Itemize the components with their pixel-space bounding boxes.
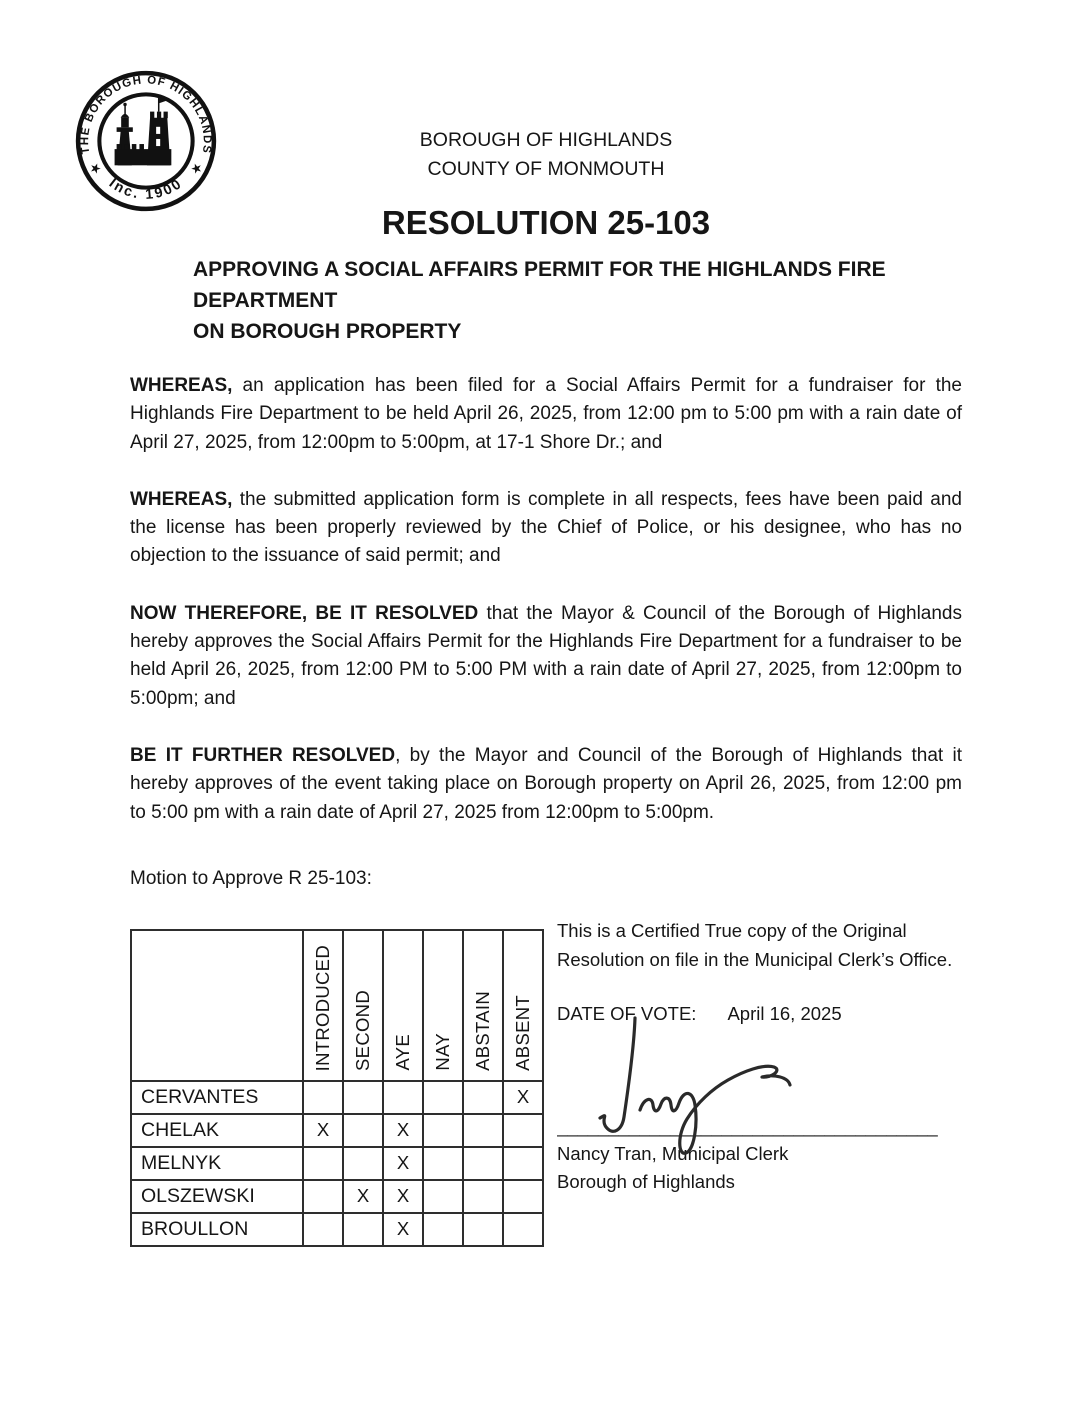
vote-table bbox=[130, 929, 544, 1247]
member-name: BROULLON bbox=[131, 1213, 303, 1246]
vote-table-header-row bbox=[131, 930, 543, 1081]
vote-mark bbox=[343, 1147, 383, 1180]
date-of-vote-line bbox=[557, 999, 959, 1028]
vote-mark: X bbox=[383, 1180, 423, 1213]
paragraph-lead: WHEREAS, bbox=[130, 375, 233, 396]
seal-star-left-icon: ★ bbox=[85, 159, 105, 178]
paragraph-text: an application has been filed for a Social Affairs Permit for a fundraiser for the Highlands Fire Department to be held April 26, 2025, from 12:00 pm to 5:00 pm with a rain date of April 27, 2025, from 12:00pm to 5:00pm, at 17-1 Shore Dr.; and bbox=[130, 375, 962, 453]
vote-mark bbox=[423, 1147, 463, 1180]
twin-lights-icon bbox=[115, 97, 172, 165]
vote-mark: X bbox=[303, 1114, 343, 1147]
vote-mark: X bbox=[343, 1180, 383, 1213]
vote-mark bbox=[303, 1213, 343, 1246]
vote-mark bbox=[343, 1114, 383, 1147]
paragraph-text: the submitted application form is complete in all respects, fees have been paid and the license has been properly reviewed by the Chief of Police, or his designee, who has no objection to the issuance of said permit; and bbox=[130, 488, 962, 567]
date-of-vote-label: DATE OF VOTE: bbox=[557, 1002, 697, 1024]
member-name: CHELAK bbox=[131, 1114, 303, 1147]
paragraph-lead: NOW THEREFORE, BE IT RESOLVED bbox=[130, 602, 479, 624]
motion-label: Motion to Approve R 25-103: bbox=[130, 867, 372, 889]
resolution-subtitle bbox=[193, 254, 962, 347]
vote-mark: X bbox=[383, 1147, 423, 1180]
vote-mark bbox=[503, 1147, 543, 1180]
resolution-title: RESOLUTION 25-103 bbox=[381, 204, 711, 241]
resolved-paragraph bbox=[130, 600, 962, 713]
clerk-name: Nancy Tran, Municipal Clerk bbox=[557, 1142, 789, 1164]
vote-mark bbox=[303, 1147, 343, 1180]
vote-mark bbox=[463, 1114, 503, 1147]
column-header-nay: NAY bbox=[423, 930, 463, 1081]
column-header-abstain: ABSTAIN bbox=[463, 930, 503, 1081]
date-of-vote-value: April 16, 2025 bbox=[727, 1002, 842, 1024]
vote-mark bbox=[503, 1180, 543, 1213]
org-name: BOROUGH OF HIGHLANDS bbox=[419, 129, 673, 151]
vote-mark bbox=[383, 1081, 423, 1114]
borough-seal-icon bbox=[71, 66, 221, 216]
vote-mark bbox=[503, 1114, 543, 1147]
resolution-subtitle-line1: APPROVING A SOCIAL AFFAIRS PERMIT FOR THE HIGHLANDS FIRE DEPARTMENT bbox=[193, 258, 886, 312]
vote-mark bbox=[463, 1213, 503, 1246]
vote-mark bbox=[503, 1213, 543, 1246]
clerk-org: Borough of Highlands bbox=[557, 1171, 735, 1193]
paragraph-text: , by the Mayor and Council of the Borough of Highlands that it hereby approves of the event taking place on Borough property on April 26, 2025, from 12:00 pm to 5:00 pm with a rain date of April 27, 2025 from 12:00pm to 5:00pm. bbox=[130, 744, 962, 823]
paragraph-lead: BE IT FURTHER RESOLVED bbox=[130, 744, 396, 766]
vote-mark bbox=[343, 1213, 383, 1246]
seal-star-right-icon: ★ bbox=[187, 159, 207, 178]
seal-top-text: THE BOROUGH OF HIGHLANDS bbox=[79, 74, 213, 155]
vote-mark bbox=[423, 1081, 463, 1114]
member-name: CERVANTES bbox=[131, 1081, 303, 1114]
vote-mark: X bbox=[383, 1114, 423, 1147]
vote-mark: X bbox=[383, 1213, 423, 1246]
vote-mark bbox=[303, 1081, 343, 1114]
svg-text:Inc. 1900 bbox=[106, 175, 186, 203]
vote-mark bbox=[463, 1147, 503, 1180]
column-header-second: SECOND bbox=[343, 930, 383, 1081]
vote-row-olszewski bbox=[131, 1180, 543, 1213]
vote-mark bbox=[463, 1180, 503, 1213]
vote-mark bbox=[343, 1081, 383, 1114]
paragraph-lead: WHEREAS, bbox=[130, 488, 233, 510]
vote-row-melnyk bbox=[131, 1147, 543, 1180]
vote-mark bbox=[303, 1180, 343, 1213]
vote-mark bbox=[463, 1081, 503, 1114]
letterhead bbox=[130, 126, 962, 184]
signature-area bbox=[557, 1028, 959, 1114]
vote-mark bbox=[423, 1114, 463, 1147]
vote-mark bbox=[423, 1180, 463, 1213]
county-name: COUNTY OF MONMOUTH bbox=[427, 158, 665, 180]
seal-bottom-text: Inc. 1900 bbox=[105, 175, 187, 203]
whereas-paragraph-1 bbox=[130, 372, 962, 457]
vote-row-broullon bbox=[131, 1213, 543, 1246]
paragraph-text: that the Mayor & Council of the Borough of Highlands hereby approves the Social Affairs Permit for the Highlands Fire Department for a fundraiser to be held April 26, 2025, from 12:00 PM to 5:00 PM with a rain date of April 27, 2025, from 12:00pm to 5:00pm; and bbox=[130, 602, 962, 709]
certification-block bbox=[557, 916, 959, 1197]
certification-statement: This is a Certified True copy of the Original Resolution on file in the Municipal Clerk’s Office. bbox=[557, 919, 953, 970]
signature-line: _____________________________________ bbox=[557, 1115, 938, 1137]
column-header-absent: ABSENT bbox=[503, 930, 543, 1081]
vote-row-cervantes bbox=[131, 1081, 543, 1114]
vote-mark: X bbox=[503, 1081, 543, 1114]
vote-row-chelak bbox=[131, 1114, 543, 1147]
whereas-paragraph-2 bbox=[130, 486, 962, 571]
member-name: OLSZEWSKI bbox=[131, 1180, 303, 1213]
resolution-subtitle-line2: ON BOROUGH PROPERTY bbox=[193, 320, 462, 343]
column-header-introduced: INTRODUCED bbox=[303, 930, 343, 1081]
member-column-header bbox=[131, 930, 303, 1081]
further-resolved-paragraph bbox=[130, 742, 962, 827]
vote-mark bbox=[423, 1213, 463, 1246]
column-header-aye: AYE bbox=[383, 930, 423, 1081]
seal-inner-ring bbox=[99, 94, 192, 187]
member-name: MELNYK bbox=[131, 1147, 303, 1180]
